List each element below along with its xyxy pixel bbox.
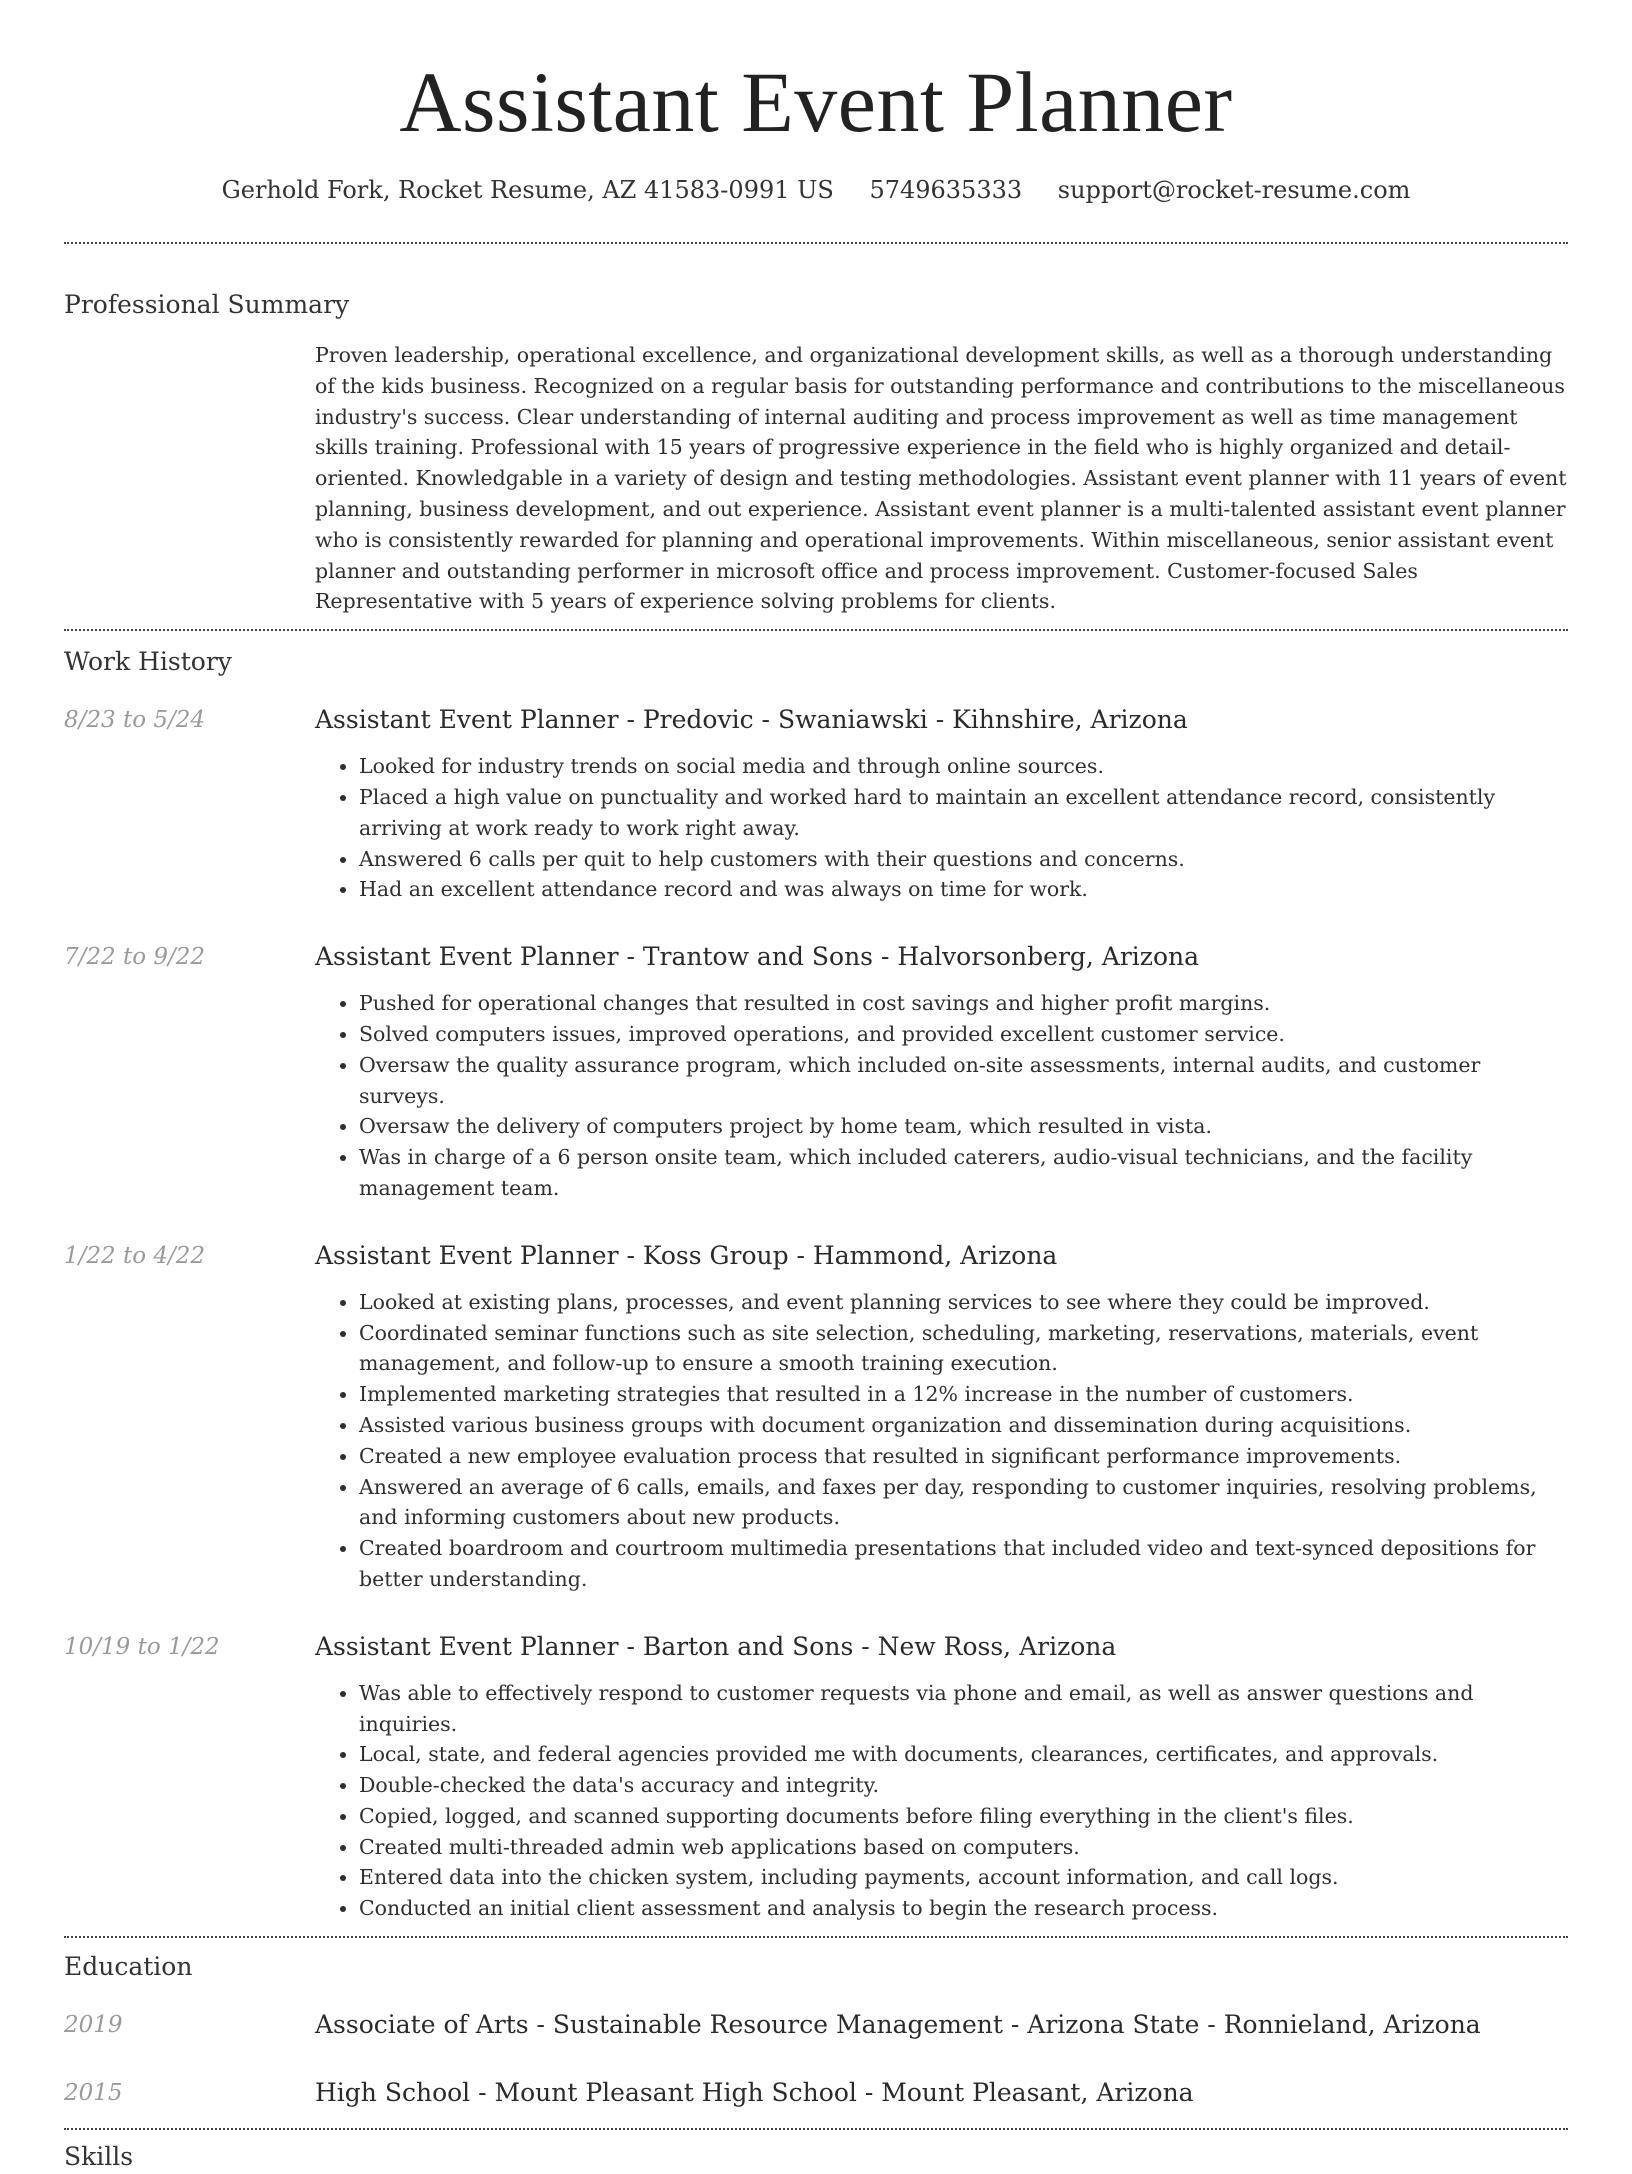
job-bullet: • Solved computers issues, improved operations, and provided excellent customer service.	[359, 1019, 1568, 1050]
resume-name: Assistant Event Planner	[399, 54, 1233, 150]
job-bullet: • Local, state, and federal agencies provided me with documents, clearances, certificates, and approvals.	[359, 1739, 1568, 1770]
job-entry	[64, 703, 1568, 905]
job-bullet: • Coordinated seminar functions such as site selection, scheduling, marketing, reservations, materials, event management, and follow-up to ensure a smooth training execution.	[359, 1318, 1568, 1380]
contact-line	[64, 172, 1568, 208]
job-bullet: • Was able to effectively respond to customer requests via phone and email, as well as answer questions and inquiries.	[359, 1678, 1568, 1740]
job-entry	[64, 1239, 1568, 1595]
job-bullet: • Created multi-threaded admin web applications based on computers.	[359, 1832, 1568, 1863]
job-bullet: • Was in charge of a 6 person onsite team, which included caterers, audio-visual technicians, and the facility management team.	[359, 1142, 1568, 1204]
contact-phone: 5749635333	[869, 176, 1023, 204]
contact-address: Gerhold Fork, Rocket Resume, AZ 41583-0991 US	[221, 176, 834, 204]
work-history-title: Work History	[64, 647, 232, 677]
job-heading: Assistant Event Planner - Koss Group - Hammond, Arizona	[315, 1240, 1058, 1270]
job-heading: Assistant Event Planner - Predovic - Swaniawski - Kihnshire, Arizona	[315, 705, 1188, 735]
job-bullet: • Answered an average of 6 calls, emails, and faxes per day, responding to customer inquiries, resolving problems, and informing customers about new products.	[359, 1472, 1568, 1534]
contact-email: support@rocket-resume.com	[1057, 176, 1411, 204]
summary-text: Proven leadership, operational excellence, and organizational development skills, as well as a thorough understanding of the kids business. Recognized on a regular basis for outstanding performance and contributions to the miscellaneous industry's success. Clear understanding of internal auditing and process improvement as well as time management skills training. Professional with 15 years of progressive experience in the field who is highly organized and detail-oriented. Knowledgable in a variety of design and testing methodologies. Assistant event planner with 11 years of event planning, business development, and out experience. Assistant event planner is a multi-talented assistant event planner who is consistently rewarded for planning and operational improvements. Within miscellaneous, senior assistant event planner and outstanding performer in microsoft office and process improvement. Customer-focused Sales Representative with 5 years of experience solving problems for clients.	[315, 343, 1567, 614]
job-bullet: • Entered data into the chicken system, including payments, account information, and call logs.	[359, 1862, 1568, 1893]
job-bullet: • Conducted an initial client assessment and analysis to begin the research process.	[359, 1893, 1568, 1924]
education-entry	[64, 2008, 1568, 2042]
summary-title: Professional Summary	[64, 290, 350, 319]
job-entry	[64, 1630, 1568, 1924]
education-title: Education	[64, 1952, 193, 1982]
skills-title: Skills	[64, 2142, 134, 2172]
job-bullet: • Implemented marketing strategies that resulted in a 12% increase in the number of customers.	[359, 1379, 1568, 1410]
section-divider	[64, 242, 1568, 244]
section-divider	[64, 2128, 1568, 2130]
job-dates: 8/23 to 5/24	[64, 707, 206, 734]
job-bullet: • Looked at existing plans, processes, and event planning services to see where they could be improved.	[359, 1287, 1568, 1318]
job-bullets	[315, 1678, 1568, 1924]
job-dates: 1/22 to 4/22	[64, 1242, 206, 1269]
job-heading: Assistant Event Planner - Barton and Sons - New Ross, Arizona	[315, 1631, 1117, 1661]
job-bullets	[315, 1287, 1568, 1595]
resume-page	[64, 0, 1568, 2174]
job-bullets	[315, 751, 1568, 905]
section-divider	[64, 629, 1568, 631]
job-bullet: • Created boardroom and courtroom multimedia presentations that included video and text-synced depositions for better understanding.	[359, 1533, 1568, 1595]
education-entry	[64, 2076, 1568, 2110]
job-bullet: • Placed a high value on punctuality and worked hard to maintain an excellent attendance record, consistently arriving at work ready to work right away.	[359, 782, 1568, 844]
job-bullet: • Looked for industry trends on social media and through online sources.	[359, 751, 1568, 782]
job-bullet: • Had an excellent attendance record and was always on time for work.	[359, 874, 1568, 905]
job-bullet: • Created a new employee evaluation process that resulted in significant performance improvements.	[359, 1441, 1568, 1472]
job-bullet: • Copied, logged, and scanned supporting documents before filing everything in the client's files.	[359, 1801, 1568, 1832]
education-year: 2015	[64, 2080, 123, 2107]
job-bullet: • Answered 6 calls per quit to help customers with their questions and concerns.	[359, 844, 1568, 875]
job-entry	[64, 940, 1568, 1204]
job-bullet: • Oversaw the delivery of computers project by home team, which resulted in vista.	[359, 1111, 1568, 1142]
job-heading: Assistant Event Planner - Trantow and Sons - Halvorsonberg, Arizona	[315, 942, 1200, 972]
job-bullet: • Pushed for operational changes that resulted in cost savings and higher profit margins.	[359, 988, 1568, 1019]
education-text: High School - Mount Pleasant High School - Mount Pleasant, Arizona	[315, 2078, 1194, 2108]
section-divider	[64, 1936, 1568, 1938]
education-year: 2019	[64, 2012, 123, 2039]
education-text: Associate of Arts - Sustainable Resource Management - Arizona State - Ronnieland, Arizona	[315, 2010, 1481, 2040]
job-dates: 10/19 to 1/22	[64, 1633, 220, 1660]
job-dates: 7/22 to 9/22	[64, 944, 206, 971]
job-bullets	[315, 988, 1568, 1204]
job-bullet: • Oversaw the quality assurance program, which included on-site assessments, internal audits, and customer surveys.	[359, 1050, 1568, 1112]
job-bullet: • Double-checked the data's accuracy and integrity.	[359, 1770, 1568, 1801]
job-bullet: • Assisted various business groups with document organization and dissemination during acquisitions.	[359, 1410, 1568, 1441]
